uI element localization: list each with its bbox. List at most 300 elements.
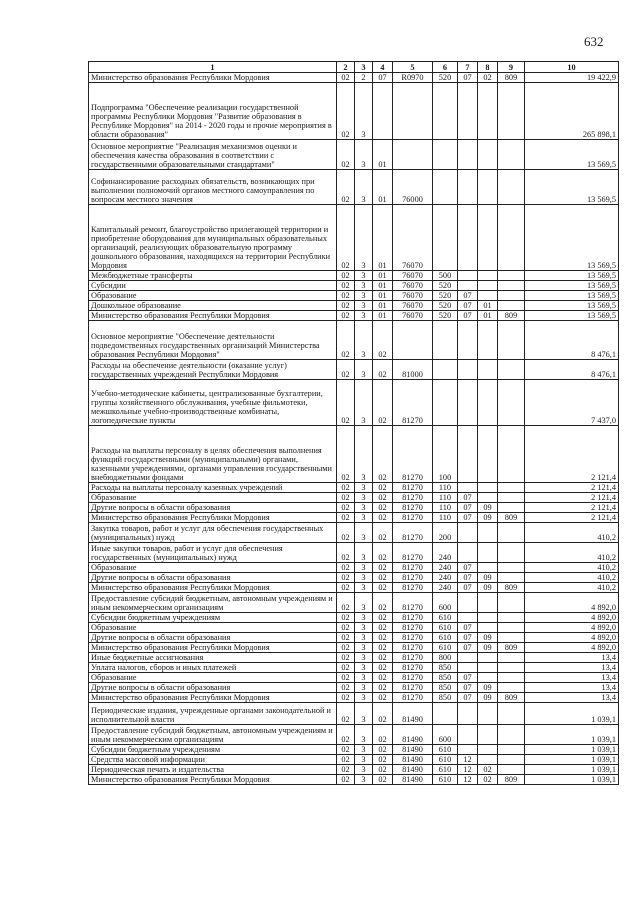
col-7-cell: 07 (458, 633, 478, 643)
col-8-cell: 01 (478, 311, 498, 321)
col-8-cell: 09 (478, 643, 498, 653)
col-8-cell: 09 (478, 503, 498, 513)
col-9-cell (498, 593, 525, 613)
amount-cell: 2 121,4 (525, 503, 619, 513)
col-4-cell: 01 (373, 140, 393, 170)
col-5-cell: 81270 (393, 523, 433, 543)
col-3-cell: 3 (355, 543, 373, 563)
table-row (89, 623, 619, 633)
col-2-cell: 02 (337, 426, 355, 483)
col-4-cell: 01 (373, 271, 393, 281)
col-9-cell (498, 563, 525, 573)
amount-cell: 410,2 (525, 563, 619, 573)
col-5-cell: 81270 (393, 493, 433, 503)
col-5-cell: 81270 (393, 483, 433, 493)
col-8-cell (478, 593, 498, 613)
col-2-cell: 02 (337, 725, 355, 745)
col-9-cell (498, 703, 525, 725)
col-5-cell: 81270 (393, 543, 433, 563)
col-6-cell: 850 (433, 673, 458, 683)
table-row (89, 725, 619, 745)
col-6-cell: 610 (433, 765, 458, 775)
description-cell: Софинансирование расходных обязательств, возникающих при выполнении полномочий органов местного самоуправления по вопросам местного значения (89, 170, 337, 205)
col-9-cell (498, 543, 525, 563)
col-5-cell: 76070 (393, 205, 433, 271)
col-8-cell (478, 543, 498, 563)
description-cell: Министерство образования Республики Мордовия (89, 775, 337, 785)
col-4-cell: 02 (373, 543, 393, 563)
col-2-cell: 02 (337, 380, 355, 426)
amount-cell: 4 892,0 (525, 633, 619, 643)
col-6-cell: 240 (433, 583, 458, 593)
col-3-cell: 3 (355, 573, 373, 583)
col-6-cell (433, 380, 458, 426)
col-6-cell: 610 (433, 633, 458, 643)
col-6-cell: 520 (433, 73, 458, 83)
col-2-cell: 02 (337, 360, 355, 380)
col-5-cell: 81270 (393, 380, 433, 426)
col-8-cell (478, 623, 498, 633)
col-5-cell: 81270 (393, 653, 433, 663)
description-cell: Расходы на выплаты персоналу казенных учреждений (89, 483, 337, 493)
col-8-cell: 09 (478, 583, 498, 593)
col-7-cell (458, 426, 478, 483)
col-8-cell: 09 (478, 683, 498, 693)
col-7-cell (458, 83, 478, 140)
table-row (89, 205, 619, 271)
table-row (89, 321, 619, 360)
col-7-cell (458, 653, 478, 663)
col-9-cell (498, 291, 525, 301)
header-cell-6: 6 (433, 62, 458, 73)
col-3-cell: 3 (355, 765, 373, 775)
col-7-cell (458, 593, 478, 613)
table-row (89, 653, 619, 663)
col-5-cell: 81270 (393, 583, 433, 593)
description-cell: Закупка товаров, работ и услуг для обеспечения государственных (муниципальных) нужд (89, 523, 337, 543)
col-5-cell: 76070 (393, 271, 433, 281)
col-5-cell: 81270 (393, 573, 433, 583)
col-3-cell: 3 (355, 140, 373, 170)
amount-cell: 7 437,0 (525, 380, 619, 426)
col-8-cell (478, 281, 498, 291)
table-row (89, 281, 619, 291)
col-3-cell: 3 (355, 523, 373, 543)
col-2-cell: 02 (337, 83, 355, 140)
col-3-cell: 3 (355, 693, 373, 703)
col-7-cell: 07 (458, 311, 478, 321)
amount-cell: 13,4 (525, 693, 619, 703)
description-cell: Учебно-методические кабинеты, централизованные бухгалтерии, группы хозяйственного обслуживания, учебные фильмотеки, межшкольные учебно-производственные комбинаты, логопедические пункты (89, 380, 337, 426)
col-8-cell: 02 (478, 775, 498, 785)
col-6-cell: 600 (433, 725, 458, 745)
table-row (89, 170, 619, 205)
description-cell: Министерство образования Республики Мордовия (89, 513, 337, 523)
col-4-cell: 07 (373, 73, 393, 83)
table-row (89, 673, 619, 683)
amount-cell: 13,4 (525, 653, 619, 663)
col-4-cell: 02 (373, 765, 393, 775)
col-2-cell: 02 (337, 703, 355, 725)
col-4-cell: 02 (373, 503, 393, 513)
description-cell: Основное мероприятие "Реализация механизмов оценки и обеспечения качества образования в соответствии с государственными образовательными стандартами" (89, 140, 337, 170)
col-5-cell: 76070 (393, 291, 433, 301)
col-6-cell: 500 (433, 271, 458, 281)
col-5-cell (393, 140, 433, 170)
col-9-cell: 809 (498, 73, 525, 83)
amount-cell: 2 121,4 (525, 493, 619, 503)
col-6-cell: 100 (433, 426, 458, 483)
col-6-cell: 610 (433, 775, 458, 785)
col-9-cell (498, 321, 525, 360)
col-5-cell: 81270 (393, 683, 433, 693)
col-6-cell: 200 (433, 523, 458, 543)
description-cell: Средства массовой информации (89, 755, 337, 765)
amount-cell: 2 121,4 (525, 483, 619, 493)
col-7-cell (458, 271, 478, 281)
col-3-cell: 3 (355, 745, 373, 755)
col-3-cell: 3 (355, 663, 373, 673)
table-row (89, 573, 619, 583)
table-row (89, 703, 619, 725)
col-2-cell: 02 (337, 483, 355, 493)
col-3-cell: 3 (355, 703, 373, 725)
col-5-cell: 81490 (393, 755, 433, 765)
amount-cell: 410,2 (525, 543, 619, 563)
col-2-cell: 02 (337, 205, 355, 271)
col-8-cell (478, 271, 498, 281)
table-row (89, 140, 619, 170)
col-7-cell: 12 (458, 755, 478, 765)
col-7-cell (458, 703, 478, 725)
col-4-cell: 01 (373, 170, 393, 205)
description-cell: Министерство образования Республики Мордовия (89, 643, 337, 653)
col-7-cell (458, 745, 478, 755)
amount-cell: 13 569,5 (525, 291, 619, 301)
col-9-cell (498, 755, 525, 765)
amount-cell: 1 039,1 (525, 745, 619, 755)
col-6-cell: 110 (433, 513, 458, 523)
col-3-cell: 3 (355, 593, 373, 613)
col-9-cell (498, 663, 525, 673)
description-cell: Основное мероприятие "Обеспечение деятельности подведомственных государственных организаций Министерства образования Республики Мордовия" (89, 321, 337, 360)
description-cell: Министерство образования Республики Мордовия (89, 73, 337, 83)
col-7-cell: 07 (458, 573, 478, 583)
amount-cell: 1 039,1 (525, 755, 619, 765)
col-2-cell: 02 (337, 503, 355, 513)
col-9-cell: 809 (498, 513, 525, 523)
description-cell: Другие вопросы в области образования (89, 633, 337, 643)
col-3-cell: 3 (355, 653, 373, 663)
col-8-cell (478, 745, 498, 755)
description-cell: Другие вопросы в области образования (89, 503, 337, 513)
col-5-cell: 81270 (393, 513, 433, 523)
table-row (89, 426, 619, 483)
col-8-cell (478, 140, 498, 170)
col-8-cell: 09 (478, 693, 498, 703)
col-2-cell: 02 (337, 523, 355, 543)
col-3-cell: 3 (355, 301, 373, 311)
col-7-cell (458, 140, 478, 170)
header-cell-7: 7 (458, 62, 478, 73)
col-8-cell (478, 205, 498, 271)
col-5-cell: 76000 (393, 170, 433, 205)
col-2-cell: 02 (337, 693, 355, 703)
col-4-cell (373, 83, 393, 140)
col-2-cell: 02 (337, 321, 355, 360)
amount-cell: 19 422,9 (525, 73, 619, 83)
description-cell: Субсидии (89, 281, 337, 291)
col-3-cell: 3 (355, 360, 373, 380)
table-row (89, 765, 619, 775)
col-6-cell (433, 170, 458, 205)
col-8-cell (478, 653, 498, 663)
description-cell: Министерство образования Республики Мордовия (89, 693, 337, 703)
col-3-cell: 3 (355, 321, 373, 360)
table-row (89, 543, 619, 563)
amount-cell: 2 121,4 (525, 513, 619, 523)
col-3-cell: 3 (355, 643, 373, 653)
col-9-cell (498, 426, 525, 483)
header-cell-2: 2 (337, 62, 355, 73)
table-row (89, 755, 619, 765)
col-2-cell: 02 (337, 573, 355, 583)
amount-cell: 8 476,1 (525, 360, 619, 380)
col-4-cell: 02 (373, 693, 393, 703)
col-4-cell: 02 (373, 663, 393, 673)
col-3-cell: 3 (355, 493, 373, 503)
col-8-cell (478, 483, 498, 493)
description-cell: Предоставление субсидий бюджетным, автономным учреждениям и иным некоммерческим организациям (89, 593, 337, 613)
table-row (89, 775, 619, 785)
col-7-cell: 07 (458, 493, 478, 503)
col-7-cell (458, 170, 478, 205)
col-6-cell: 850 (433, 683, 458, 693)
description-cell: Капитальный ремонт, благоустройство прилегающей территории и приобретение оборудования для муниципальных образовательных организаций, реализующих образовательную программу дошкольного образования, находящихся на территории Республики Мордовия (89, 205, 337, 271)
table-row (89, 633, 619, 643)
header-cell-8: 8 (478, 62, 498, 73)
col-9-cell (498, 725, 525, 745)
col-4-cell: 01 (373, 281, 393, 291)
col-4-cell: 02 (373, 673, 393, 683)
col-5-cell: 81270 (393, 623, 433, 633)
col-4-cell: 01 (373, 301, 393, 311)
col-9-cell: 809 (498, 311, 525, 321)
col-8-cell (478, 321, 498, 360)
col-2-cell: 02 (337, 513, 355, 523)
col-6-cell (433, 83, 458, 140)
description-cell: Подпрограмма "Обеспечение реализации государственной программы Республики Мордовия "Развитие образования в Республике Мордовия" на 2014 - 2020 годы и прочие мероприятия в области образования" (89, 83, 337, 140)
col-5-cell: 81270 (393, 593, 433, 613)
table-row (89, 593, 619, 613)
col-5-cell (393, 321, 433, 360)
col-7-cell (458, 663, 478, 673)
col-9-cell (498, 573, 525, 583)
amount-cell: 410,2 (525, 523, 619, 543)
col-7-cell: 07 (458, 563, 478, 573)
col-7-cell (458, 725, 478, 745)
col-4-cell: 02 (373, 380, 393, 426)
col-4-cell: 02 (373, 683, 393, 693)
col-9-cell (498, 765, 525, 775)
col-7-cell: 07 (458, 513, 478, 523)
col-6-cell: 520 (433, 291, 458, 301)
col-2-cell: 02 (337, 755, 355, 765)
col-5-cell: R0970 (393, 73, 433, 83)
description-cell: Иные бюджетные ассигнования (89, 653, 337, 663)
col-7-cell (458, 281, 478, 291)
col-2-cell: 02 (337, 281, 355, 291)
table-row (89, 523, 619, 543)
col-9-cell: 809 (498, 693, 525, 703)
table-row (89, 663, 619, 673)
col-2-cell: 02 (337, 493, 355, 503)
description-cell: Субсидии бюджетным учреждениям (89, 745, 337, 755)
table-row (89, 583, 619, 593)
col-3-cell: 3 (355, 205, 373, 271)
col-8-cell (478, 673, 498, 683)
table-row (89, 513, 619, 523)
col-6-cell (433, 140, 458, 170)
col-4-cell: 02 (373, 653, 393, 663)
table-row (89, 73, 619, 83)
amount-cell: 410,2 (525, 583, 619, 593)
col-9-cell (498, 633, 525, 643)
description-cell: Образование (89, 673, 337, 683)
col-6-cell: 520 (433, 301, 458, 311)
col-5-cell: 81270 (393, 426, 433, 483)
col-9-cell (498, 683, 525, 693)
col-2-cell: 02 (337, 311, 355, 321)
table-row (89, 693, 619, 703)
header-cell-9: 9 (498, 62, 525, 73)
description-cell: Министерство образования Республики Мордовия (89, 311, 337, 321)
col-2-cell: 02 (337, 543, 355, 563)
col-6-cell: 240 (433, 543, 458, 563)
table-row (89, 643, 619, 653)
col-3-cell: 3 (355, 583, 373, 593)
col-6-cell (433, 360, 458, 380)
table-row (89, 563, 619, 573)
col-7-cell (458, 483, 478, 493)
col-2-cell: 02 (337, 583, 355, 593)
col-4-cell: 02 (373, 493, 393, 503)
amount-cell: 13,4 (525, 663, 619, 673)
col-3-cell: 3 (355, 483, 373, 493)
amount-cell: 410,2 (525, 573, 619, 583)
amount-cell: 8 476,1 (525, 321, 619, 360)
col-7-cell: 07 (458, 73, 478, 83)
col-2-cell: 02 (337, 271, 355, 281)
col-9-cell (498, 613, 525, 623)
description-cell: Министерство образования Республики Мордовия (89, 583, 337, 593)
col-9-cell (498, 623, 525, 633)
description-cell: Уплата налогов, сборов и иных платежей (89, 663, 337, 673)
col-7-cell: 07 (458, 583, 478, 593)
col-4-cell: 02 (373, 633, 393, 643)
col-6-cell: 610 (433, 745, 458, 755)
col-5-cell: 81000 (393, 360, 433, 380)
col-8-cell (478, 170, 498, 205)
col-5-cell: 81270 (393, 693, 433, 703)
amount-cell: 4 892,0 (525, 613, 619, 623)
col-4-cell: 02 (373, 725, 393, 745)
amount-cell: 1 039,1 (525, 765, 619, 775)
col-9-cell (498, 140, 525, 170)
col-4-cell: 02 (373, 563, 393, 573)
col-8-cell (478, 563, 498, 573)
col-6-cell: 610 (433, 623, 458, 633)
page-number: 632 (584, 34, 604, 49)
header-cell-1: 1 (89, 62, 337, 73)
description-cell: Предоставление субсидий бюджетным, автономным учреждениям и иным некоммерческим организациям (89, 725, 337, 745)
col-3-cell: 3 (355, 673, 373, 683)
amount-cell: 2 121,4 (525, 426, 619, 483)
col-5-cell: 81270 (393, 503, 433, 513)
col-7-cell (458, 523, 478, 543)
col-3-cell: 3 (355, 613, 373, 623)
col-4-cell: 01 (373, 205, 393, 271)
col-4-cell: 02 (373, 775, 393, 785)
col-6-cell: 610 (433, 613, 458, 623)
col-9-cell (498, 301, 525, 311)
amount-cell: 13 569,5 (525, 281, 619, 291)
amount-cell: 13 569,5 (525, 205, 619, 271)
col-6-cell: 800 (433, 653, 458, 663)
col-4-cell: 02 (373, 360, 393, 380)
col-9-cell (498, 360, 525, 380)
col-7-cell: 07 (458, 683, 478, 693)
col-6-cell: 610 (433, 755, 458, 765)
col-9-cell (498, 653, 525, 663)
col-2-cell: 02 (337, 633, 355, 643)
col-3-cell: 3 (355, 563, 373, 573)
col-9-cell (498, 503, 525, 513)
header-cell-10: 10 (525, 62, 619, 73)
col-9-cell (498, 523, 525, 543)
table-row (89, 493, 619, 503)
col-3-cell: 3 (355, 755, 373, 765)
table-row (89, 301, 619, 311)
col-9-cell (498, 493, 525, 503)
col-6-cell: 110 (433, 503, 458, 513)
col-6-cell: 610 (433, 643, 458, 653)
col-6-cell (433, 321, 458, 360)
col-8-cell (478, 291, 498, 301)
col-5-cell: 81490 (393, 775, 433, 785)
amount-cell: 13 569,5 (525, 140, 619, 170)
description-cell: Межбюджетные трансферты (89, 271, 337, 281)
table-row (89, 271, 619, 281)
col-4-cell: 02 (373, 755, 393, 765)
amount-cell: 13 569,5 (525, 311, 619, 321)
col-9-cell (498, 380, 525, 426)
description-cell: Образование (89, 623, 337, 633)
col-8-cell (478, 426, 498, 483)
col-7-cell: 07 (458, 693, 478, 703)
description-cell: Субсидии бюджетным учреждениям (89, 613, 337, 623)
col-8-cell (478, 613, 498, 623)
col-2-cell: 02 (337, 745, 355, 755)
table-header-row (89, 62, 619, 73)
col-9-cell (498, 83, 525, 140)
col-8-cell: 09 (478, 633, 498, 643)
col-2-cell: 02 (337, 683, 355, 693)
col-5-cell: 81270 (393, 563, 433, 573)
table-row (89, 380, 619, 426)
col-8-cell (478, 493, 498, 503)
col-8-cell (478, 523, 498, 543)
